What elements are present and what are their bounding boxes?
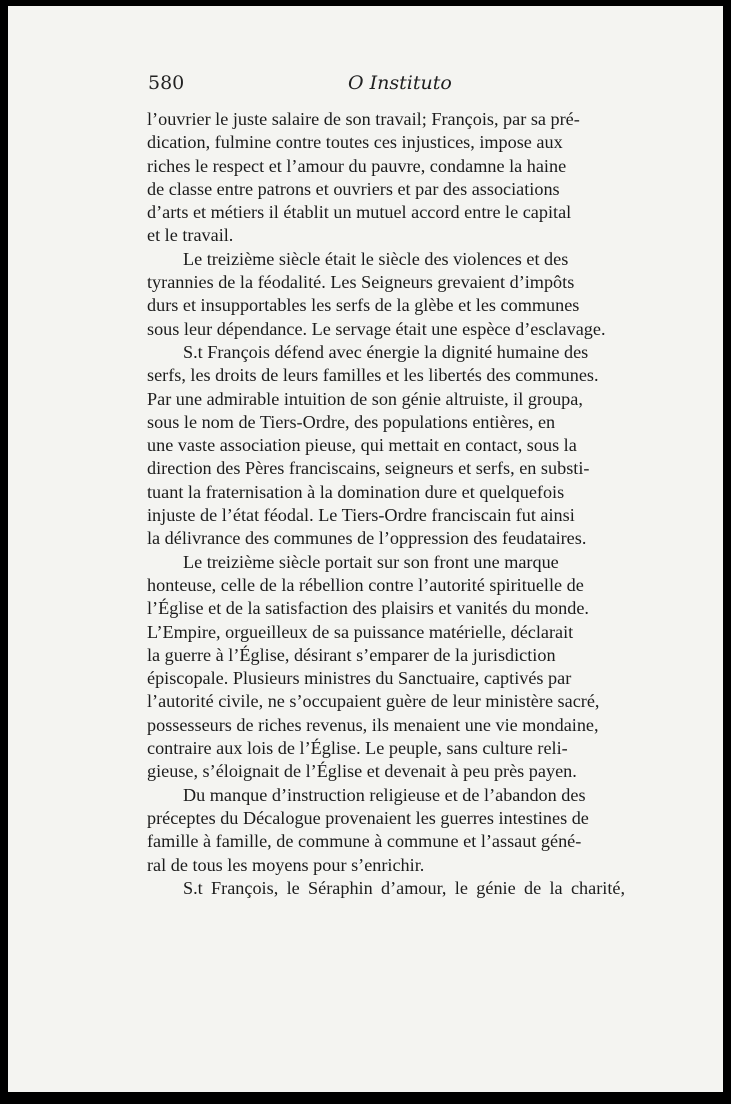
text-line: de classe entre patrons et ouvriers et par des associations xyxy=(147,178,560,199)
body-text xyxy=(147,108,625,900)
text-line: honteuse, celle de la rébellion contre l’autorité spirituelle de xyxy=(147,574,584,595)
text-line: l’autorité civile, ne s’occupaient guère de leur ministère sacré, xyxy=(147,691,600,712)
text-line: direction des Pères franciscains, seigneurs et serfs, en substi- xyxy=(147,458,590,479)
paragraph xyxy=(147,248,625,341)
text-line: l’Église et de la satisfaction des plaisirs et vanités du monde. xyxy=(147,598,589,619)
text-line: une vaste association pieuse, qui mettait en contact, sous la xyxy=(147,435,577,456)
paragraph xyxy=(147,551,625,784)
text-line: Le treizième siècle était le siècle des violences et des xyxy=(183,248,569,269)
running-title: O Instituto xyxy=(348,72,452,94)
text-line: épiscopale. Plusieurs ministres du Sanctuaire, captivés par xyxy=(147,668,572,689)
paragraph xyxy=(147,341,625,551)
text-line: la délivrance des communes de l’oppression des feudataires. xyxy=(147,528,587,549)
paragraph xyxy=(147,784,625,877)
text-line: tyrannies de la féodalité. Les Seigneurs grevaient d’impôts xyxy=(147,272,575,293)
text-line: famille à famille, de commune à commune et l’assaut géné- xyxy=(147,831,582,852)
text-line: possesseurs de riches revenus, ils menaient une vie mondaine, xyxy=(147,714,599,735)
text-line: et le travail. xyxy=(147,225,234,246)
text-line: S.t François défend avec énergie la dignité humaine des xyxy=(183,341,589,362)
text-line: dication, fulmine contre toutes ces injustices, impose aux xyxy=(147,132,563,153)
text-line: sous leur dépendance. Le servage était une espèce d’esclavage. xyxy=(147,318,606,339)
text-line: tuant la fraternisation à la domination dure et quelquefois xyxy=(147,481,565,502)
text-line: contraire aux lois de l’Église. Le peuple, sans culture reli- xyxy=(147,738,568,759)
text-line: sous le nom de Tiers-Ordre, des populations entières, en xyxy=(147,411,556,432)
text-line: d’arts et métiers il établit un mutuel accord entre le capital xyxy=(147,202,572,223)
text-line: gieuse, s’éloignait de l’Église et devenait à peu près payen. xyxy=(147,761,577,782)
text-line: S.t François, le Séraphin d’amour, le génie de la charité, xyxy=(183,877,625,898)
text-line: L’Empire, orgueilleux de sa puissance matérielle, déclarait xyxy=(147,621,574,642)
text-line: Le treizième siècle portait sur son front une marque xyxy=(183,551,559,572)
text-line: Du manque d’instruction religieuse et de l’abandon des xyxy=(183,784,586,805)
text-line: injuste de l’état féodal. Le Tiers-Ordre franciscain fut ainsi xyxy=(147,505,575,526)
paragraph xyxy=(147,108,625,248)
text-line: riches le respect et l’amour du pauvre, condamne la haine xyxy=(147,155,567,176)
text-line: durs et insupportables les serfs de la glèbe et les communes xyxy=(147,295,580,316)
book-page xyxy=(8,6,723,1092)
page-number: 580 xyxy=(148,72,185,94)
text-line: serfs, les droits de leurs familles et les libertés des communes. xyxy=(147,365,599,386)
text-line: ral de tous les moyens pour s’enrichir. xyxy=(147,854,425,875)
text-line: Par une admirable intuition de son génie altruiste, il groupa, xyxy=(147,388,583,409)
paragraph xyxy=(147,877,625,900)
text-line: l’ouvrier le juste salaire de son travail; François, par sa pré- xyxy=(147,109,580,129)
text-line: la guerre à l’Église, désirant s’emparer de la jurisdiction xyxy=(147,644,556,665)
text-line: préceptes du Décalogue provenaient les guerres intestines de xyxy=(147,807,589,828)
